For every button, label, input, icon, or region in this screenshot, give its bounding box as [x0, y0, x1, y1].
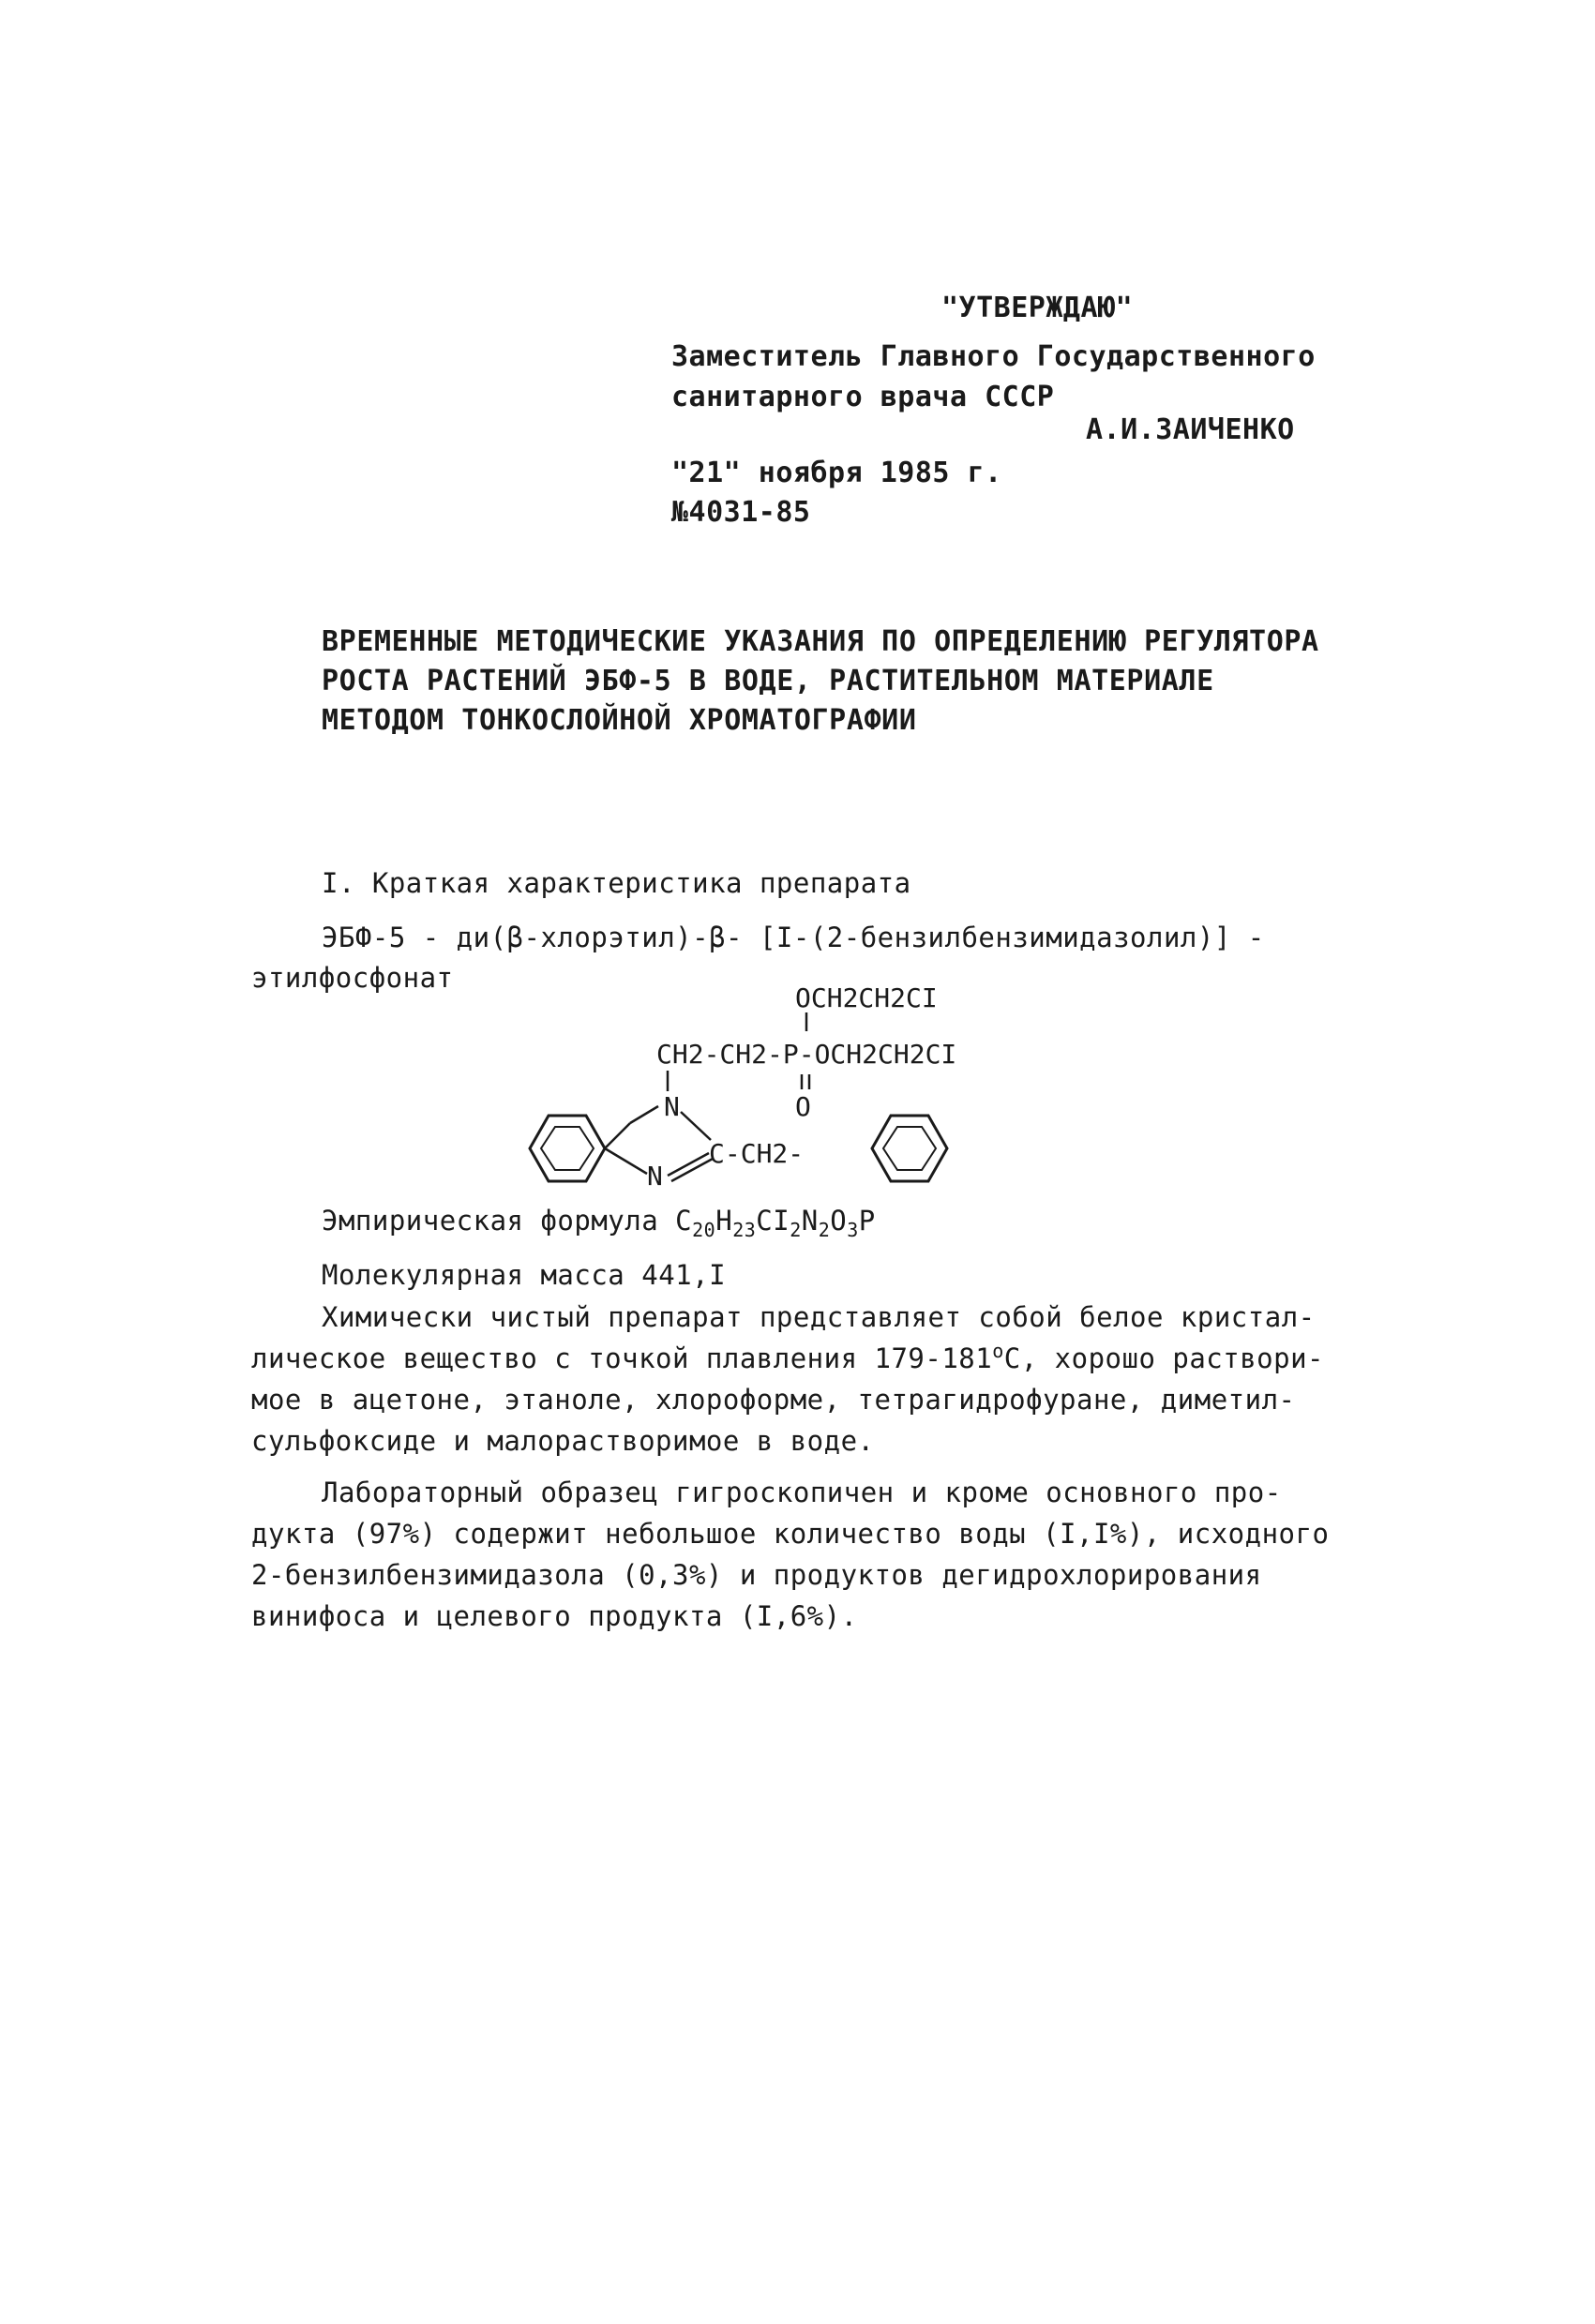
formula-chain: CH2-CH2-P-OCH2CH2CI — [656, 1039, 957, 1070]
empirical-formula: $C_{20}H_{23}CI_2N_2O_3P$ — [675, 1205, 876, 1241]
para1-line2: лическое вещество с точкой плавления 179-181$^o$C, хорошо раствори- — [251, 1340, 1324, 1374]
formula-n-bottom: N — [647, 1161, 663, 1192]
empirical-formula-label: Эмпирическая формула — [322, 1205, 659, 1237]
para1-line4: сульфоксиде и малорастворимое в воде. — [251, 1425, 875, 1457]
bond-ring-n-top-link — [605, 1123, 630, 1148]
bond-n-top-c — [681, 1112, 711, 1140]
formula-benzyl-link: C-CH2- — [709, 1138, 805, 1169]
para1-line3: мое в ацетоне, этаноле, хлороформе, тетрагидрофуране, диметил- — [251, 1384, 1296, 1416]
title-line3: МЕТОДОМ ТОНКОСЛОЙНОЙ ХРОМАТОГРАФИИ — [322, 704, 917, 737]
para2-line2: дукта (97%) содержит небольшое количество воды (I,I%), исходного — [251, 1518, 1330, 1550]
molecular-mass-line — [322, 1259, 726, 1291]
compound-name-line1: ЭБФ-5 - ди(β-хлорэтил)-β- [I-(2-бензилбензимидазолил)] - — [322, 922, 1265, 953]
title-line2: РОСТА РАСТЕНИЙ ЭБФ-5 В ВОДЕ, РАСТИТЕЛЬНОМ МАТЕРИАЛЕ — [322, 665, 1214, 697]
approval-date: "21" ноября 1985 г. — [671, 457, 1002, 489]
section-heading: I. Краткая характеристика препарата — [322, 867, 911, 899]
structural-formula — [497, 975, 1022, 1200]
compound-name-line2: этилфосфонат — [251, 962, 454, 994]
approval-signatory: А.И.ЗАИЧЕНКО — [1086, 413, 1295, 446]
title-line1: ВРЕМЕННЫЕ МЕТОДИЧЕСКИЕ УКАЗАНИЯ ПО ОПРЕДЕЛЕНИЮ РЕГУЛЯТОРА — [322, 625, 1319, 658]
formula-oxygen: O — [795, 1091, 811, 1122]
molecular-mass-value: 441,I — [641, 1259, 727, 1291]
benzene-inner-left — [541, 1127, 594, 1170]
para1-line1: Химически чистый препарат представляет собой белое кристал- — [322, 1301, 1316, 1333]
empirical-formula-line — [322, 1205, 876, 1241]
para2-line4: винифоса и целевого продукта (I,6%). — [251, 1600, 858, 1632]
formula-och2ch2cl-top: OCH2CH2CI — [795, 982, 938, 1013]
benzene-inner-right — [883, 1127, 936, 1170]
approval-heading: "УТВЕРЖДАЮ" — [941, 292, 1134, 324]
bond-ring-n-bottom — [605, 1148, 647, 1174]
bond-ring-n-top — [630, 1106, 658, 1123]
molecular-mass-label: Молекулярная масса — [322, 1259, 625, 1291]
degree-sign: o — [992, 1340, 1004, 1362]
approval-position-line1: Заместитель Главного Государственного — [671, 340, 1316, 373]
approval-number: №4031-85 — [671, 496, 811, 529]
para2-line1: Лабораторный образец гигроскопичен и кроме основного про- — [322, 1477, 1282, 1508]
para2-line3: 2-бензилбензимидазола (0,3%) и продуктов дегидрохлорирования — [251, 1559, 1262, 1591]
approval-position-line2: санитарного врача СССР — [671, 381, 1055, 413]
formula-n-top: N — [664, 1091, 680, 1122]
